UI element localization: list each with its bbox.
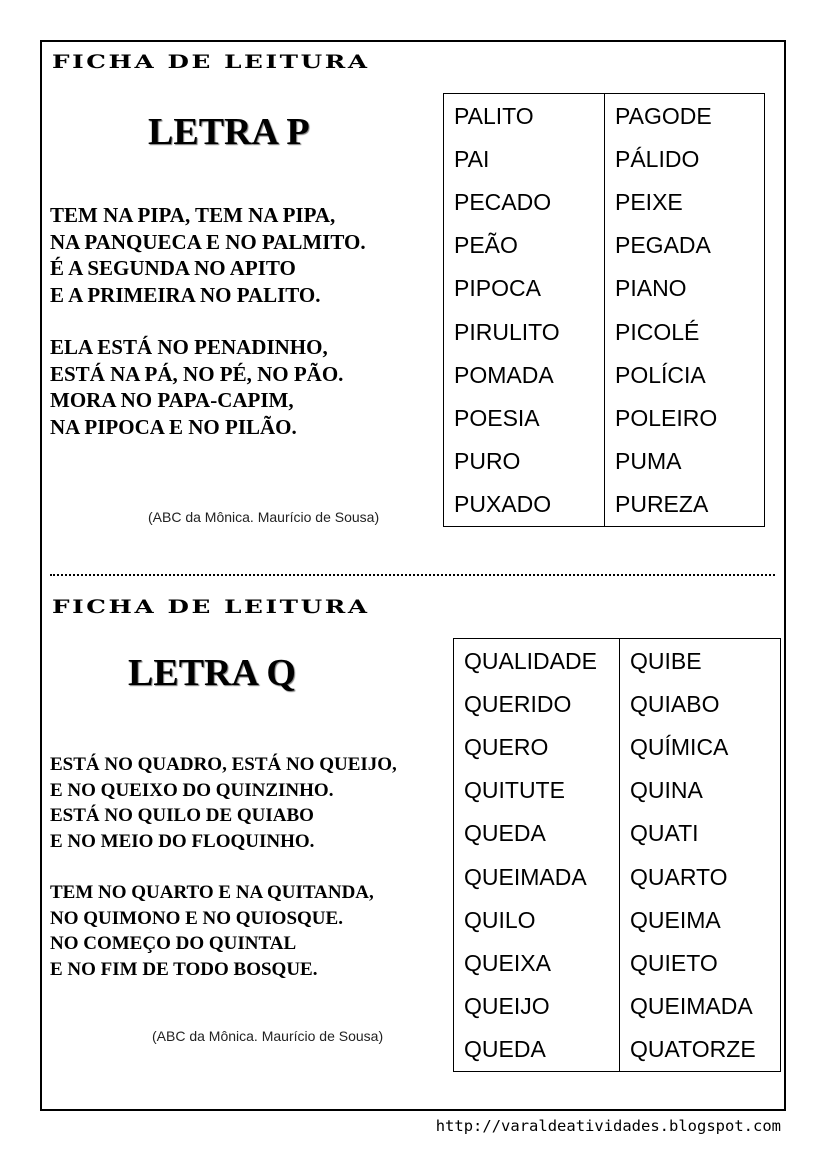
word-cell: QUITUTE: [454, 769, 620, 812]
word-cell: QUERIDO: [454, 682, 620, 725]
table-row: [454, 985, 781, 1028]
sheet-q-poem: [50, 752, 397, 982]
word-cell: POMADA: [444, 353, 605, 396]
poem-line: E NO MEIO DO FLOQUINHO.: [50, 830, 315, 852]
section-divider: [50, 574, 775, 576]
table-row: [454, 725, 781, 768]
poem-line: E NO FIM DE TODO BOSQUE.: [50, 958, 318, 980]
word-cell: PICOLÉ: [615, 318, 700, 345]
word-cell: QUALIDADE: [454, 639, 620, 683]
poem-line: NA PANQUECA E NO PALMITO.: [50, 229, 366, 254]
word-cell: QUEIMADA: [630, 993, 753, 1020]
table-row: [454, 682, 781, 725]
poem-line: E A PRIMEIRA NO PALITO.: [50, 282, 321, 307]
table-row: [444, 353, 765, 396]
word-cell: QUARTO: [630, 863, 728, 890]
word-cell: QUEIMA: [630, 906, 721, 933]
table-row: [444, 180, 765, 223]
poem-line: MORA NO PAPA-CAPIM,: [50, 388, 294, 412]
poem-line: ESTÁ NO QUADRO, ESTÁ NO QUEIJO,: [50, 754, 397, 775]
table-row: [454, 941, 781, 984]
word-cell: PAI: [444, 137, 605, 180]
word-cell: QUEDA: [454, 1028, 620, 1072]
word-cell: PEÃO: [444, 224, 605, 267]
poem-line: É A SEGUNDA NO APITO: [50, 256, 296, 280]
sheet-q-title: FICHA DE LEITURA: [52, 596, 370, 618]
table-row: [454, 1028, 781, 1072]
word-cell: QUIETO: [630, 949, 718, 976]
table-row: [444, 267, 765, 310]
word-cell: PUXADO: [444, 483, 605, 527]
word-cell: QUINA: [630, 777, 703, 804]
poem-line: E NO QUEIXO DO QUINZINHO.: [50, 779, 334, 801]
word-cell: PECADO: [444, 180, 605, 223]
footer-url: http://varaldeatividades.blogspot.com: [435, 1117, 781, 1135]
sheet-q-heading: LETRA Q: [128, 652, 296, 694]
poem-stanza: [50, 202, 366, 308]
word-cell: PIPOCA: [444, 267, 605, 310]
sheet-p-poem: [50, 202, 366, 440]
word-cell: POLEIRO: [615, 404, 718, 431]
sheet-q-credit: (ABC da Mônica. Maurício de Sousa): [152, 1028, 384, 1044]
sheet-p-credit: (ABC da Mônica. Maurício de Sousa): [148, 509, 380, 525]
poem-line: ELA ESTÁ NO PENADINHO,: [50, 335, 328, 359]
poem-line: NO COMEÇO DO QUINTAL: [50, 933, 297, 954]
word-cell: PEGADA: [615, 232, 711, 259]
word-cell: PÁLIDO: [615, 145, 700, 172]
word-cell: QUATORZE: [630, 1036, 756, 1063]
word-cell: PIANO: [615, 275, 687, 302]
word-cell: POESIA: [444, 396, 605, 439]
table-row: [444, 224, 765, 267]
word-cell: PALITO: [444, 94, 605, 138]
word-cell: QUIBE: [630, 647, 702, 674]
table-row: [454, 855, 781, 898]
table-row: [444, 137, 765, 180]
poem-stanza: [50, 880, 397, 982]
poem-line: NA PIPOCA E NO PILÃO.: [50, 414, 297, 439]
poem-line: NO QUIMONO E NO QUIOSQUE.: [50, 907, 343, 929]
table-row: [454, 812, 781, 855]
table-row: [444, 396, 765, 439]
word-cell: QUIABO: [630, 690, 720, 717]
word-cell: PUMA: [615, 448, 682, 475]
table-row: [454, 769, 781, 812]
poem-line: ESTÁ NA PÁ, NO PÉ, NO PÃO.: [50, 361, 344, 386]
word-cell: QUEDA: [454, 812, 620, 855]
sheet-q-word-table: [453, 638, 781, 1072]
sheet-p-title: FICHA DE LEITURA: [52, 51, 370, 73]
word-cell: QUEIMADA: [454, 855, 620, 898]
word-cell: PAGODE: [615, 102, 712, 129]
table-row: [444, 483, 765, 527]
table-row: [444, 440, 765, 483]
table-row: [444, 310, 765, 353]
word-cell: QUERO: [454, 725, 620, 768]
word-cell: PUREZA: [615, 491, 709, 518]
poem-stanza: [50, 334, 366, 440]
sheet-p-word-table: [443, 93, 765, 527]
word-cell: QUEIXA: [454, 941, 620, 984]
word-cell: PEIXE: [615, 188, 683, 215]
word-cell: POLÍCIA: [615, 361, 706, 388]
poem-line: TEM NA PIPA, TEM NA PIPA,: [50, 203, 336, 227]
word-cell: QUÍMICA: [630, 733, 729, 760]
table-row: [444, 94, 765, 138]
poem-line: ESTÁ NO QUILO DE QUIABO: [50, 805, 314, 826]
table-row: [454, 898, 781, 941]
sheet-p-heading: LETRA P: [148, 111, 310, 153]
poem-stanza: [50, 752, 397, 854]
word-cell: QUILO: [454, 898, 620, 941]
poem-line: TEM NO QUARTO E NA QUITANDA,: [50, 882, 374, 903]
word-cell: QUATI: [630, 820, 699, 847]
word-cell: PIRULITO: [444, 310, 605, 353]
word-cell: PURO: [444, 440, 605, 483]
table-row: [454, 639, 781, 683]
word-cell: QUEIJO: [454, 985, 620, 1028]
